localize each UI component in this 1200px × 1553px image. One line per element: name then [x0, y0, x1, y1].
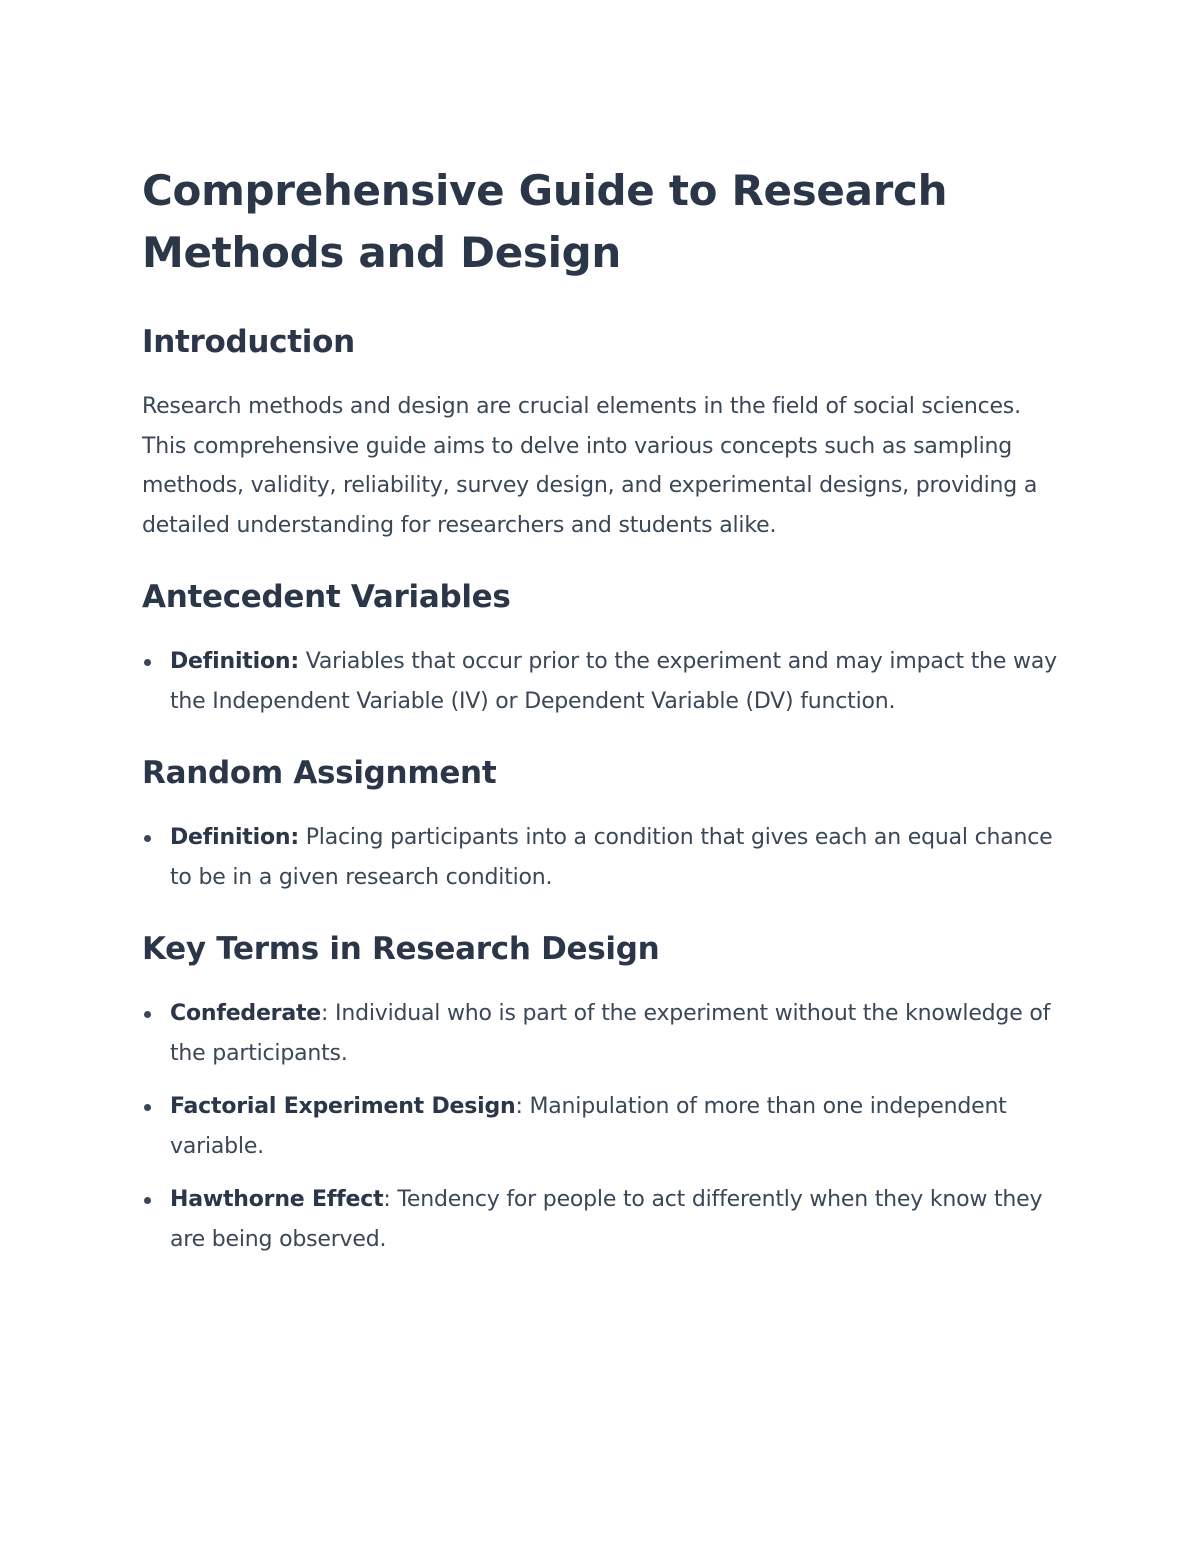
random-assignment-list [142, 818, 1062, 897]
list-item-term: Confederate [170, 1001, 322, 1026]
introduction-paragraph: Research methods and design are crucial elements in the field of social sciences. This comprehensive guide aims to delve into various concepts such as sampling methods, validity, reliability, survey design, and experimental designs, providing a detailed understanding for researchers and students alike. [142, 394, 1038, 538]
list-item-text: : Tendency for people to act differently when they know they are being observed. [170, 1187, 1043, 1252]
list-item [142, 1180, 1062, 1259]
antecedent-list [142, 642, 1062, 721]
bullet-icon [144, 659, 151, 666]
bullet-icon [144, 1104, 151, 1111]
list-item [142, 642, 1062, 721]
list-item [142, 1087, 1062, 1166]
list-item-term: Factorial Experiment Design [170, 1094, 516, 1119]
section-heading-introduction: Introduction [142, 324, 355, 360]
list-item-text: Placing participants into a condition that gives each an equal chance to be in a given research condition. [170, 825, 1053, 890]
list-item-text: : Manipulation of more than one independent variable. [170, 1094, 1007, 1159]
document-page [142, 160, 1062, 1259]
bullet-icon [144, 1011, 151, 1018]
section-random-assignment [142, 753, 1062, 897]
list-item [142, 818, 1062, 897]
list-item-text: : Individual who is part of the experiment without the knowledge of the participants. [170, 1001, 1051, 1066]
page-title: Comprehensive Guide to Research Methods and Design [142, 166, 948, 277]
section-heading-key-terms: Key Terms in Research Design [142, 931, 660, 967]
section-key-terms [142, 929, 1062, 1259]
list-item [142, 994, 1062, 1073]
key-terms-list [142, 994, 1062, 1259]
list-item-term: Definition: [170, 825, 299, 850]
section-heading-antecedent-variables: Antecedent Variables [142, 579, 511, 615]
bullet-icon [144, 1197, 151, 1204]
bullet-icon [144, 835, 151, 842]
section-antecedent-variables [142, 577, 1062, 721]
list-item-term: Hawthorne Effect [170, 1187, 384, 1212]
section-introduction [142, 322, 1062, 545]
section-heading-random-assignment: Random Assignment [142, 755, 497, 791]
list-item-text: Variables that occur prior to the experiment and may impact the way the Independent Variable (IV) or Dependent Variable (DV) function. [170, 649, 1057, 714]
list-item-term: Definition: [170, 649, 299, 674]
